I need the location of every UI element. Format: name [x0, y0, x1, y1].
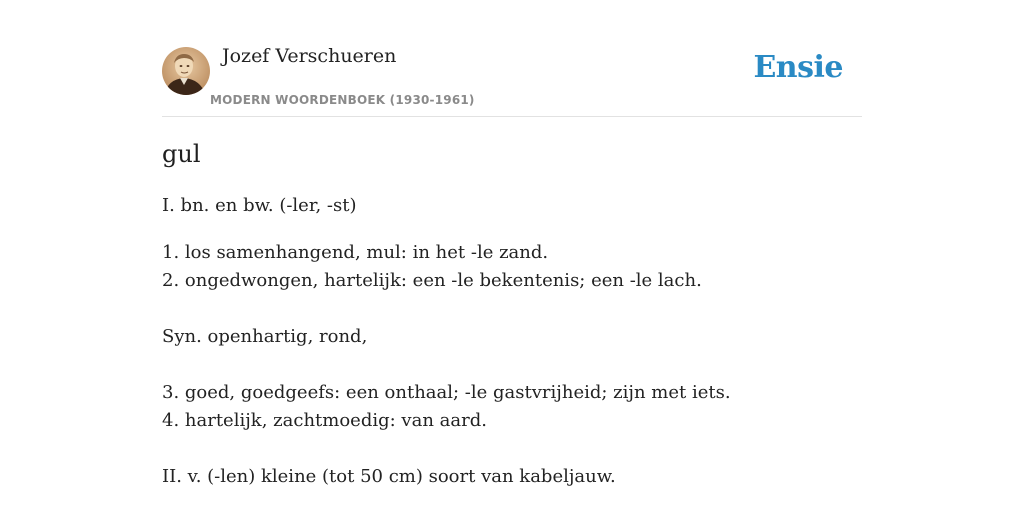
- synonyms: Syn. openhartig, rond,: [162, 326, 368, 347]
- source-label[interactable]: MODERN WOORDENBOEK (1930-1961): [210, 93, 475, 107]
- definition-2: 2. ongedwongen, hartelijk: een -le bekentenis; een -le lach.: [162, 270, 702, 291]
- definition-ii: II. v. (-len) kleine (tot 50 cm) soort van kabeljauw.: [162, 466, 616, 487]
- author-avatar[interactable]: [162, 47, 210, 95]
- header: [162, 0, 862, 117]
- brand-logo[interactable]: Ensie: [753, 50, 843, 85]
- author-name[interactable]: Jozef Verschueren: [222, 45, 397, 67]
- definition-4: 4. hartelijk, zachtmoedig: van aard.: [162, 410, 487, 431]
- definition-1: 1. los samenhangend, mul: in het -le zand.: [162, 242, 549, 263]
- entry-headword: gul: [162, 140, 201, 168]
- page: [162, 0, 862, 512]
- entry-grammar: I. bn. en bw. (-ler, -st): [162, 195, 357, 216]
- definition-3: 3. goed, goedgeefs: een onthaal; -le gastvrijheid; zijn met iets.: [162, 382, 731, 403]
- portrait-photo-icon: [162, 47, 210, 95]
